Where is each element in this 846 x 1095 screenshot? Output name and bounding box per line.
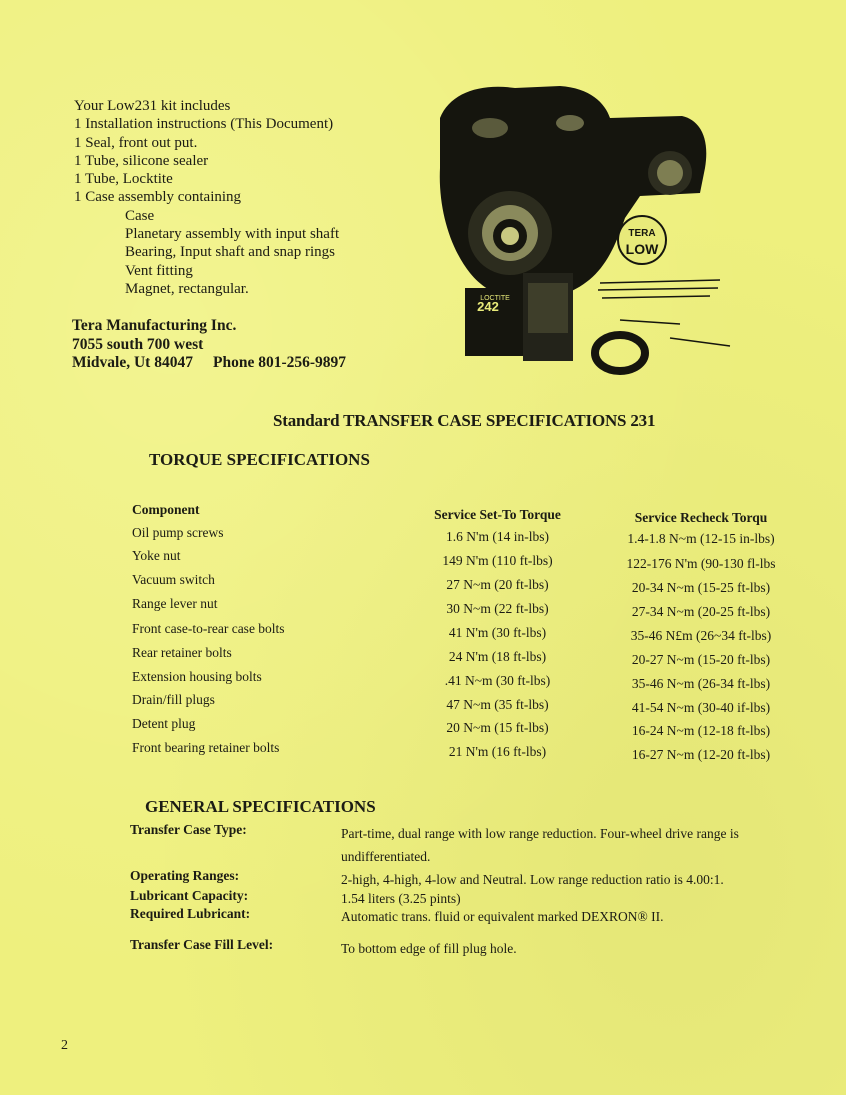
fill-level-label: Transfer Case Fill Level:	[130, 937, 274, 952]
svg-text:TERA: TERA	[628, 228, 656, 239]
recheck-torque-cell: 20-34 N~m (15-25 ft-lbs)	[631, 580, 771, 595]
component-cell: Yoke nut	[132, 548, 181, 563]
torque-heading: TORQUE SPECIFICATIONS	[149, 450, 370, 469]
required-lubricant-label: Required Lubricant:	[130, 906, 251, 921]
kit-subitem: Case	[125, 207, 155, 224]
kit-item: 1 Seal, front out put.	[74, 134, 198, 151]
company-street: 7055 south 700 west	[72, 335, 204, 353]
kit-subitem: Planetary assembly with input shaft	[125, 226, 340, 243]
set-torque-cell: 20 N~m (15 ft-lbs)	[446, 720, 549, 735]
product-photo	[420, 68, 740, 383]
recheck-torque-cell: 16-24 N~m (12-18 ft-lbs)	[631, 723, 771, 738]
page-number: 2	[61, 1038, 68, 1053]
component-cell: Range lever nut	[132, 596, 218, 611]
kit-item: 1 Tube, Locktite	[74, 171, 173, 188]
kit-item: 1 Case assembly containing	[74, 189, 242, 206]
set-torque-cell: .41 N~m (30 ft-lbs)	[444, 673, 551, 688]
kit-subitem: Vent fitting	[125, 262, 193, 279]
lubricant-capacity-label: Lubricant Capacity:	[130, 888, 249, 903]
lubricant-capacity-value: 1.54 liters (3.25 pints)	[341, 891, 461, 906]
set-torque-cell: 27 N~m (20 ft-lbs)	[446, 577, 549, 592]
transfer-case-type-value: Part-time, dual range with low range reduction. Four-wheel drive range is	[341, 826, 739, 841]
component-cell: Drain/fill plugs	[132, 692, 215, 707]
tera-low-logo	[618, 216, 666, 264]
company-address-block	[72, 317, 346, 373]
set-torque-cell: 47 N~m (35 ft-lbs)	[446, 697, 549, 712]
column-header-component: Component	[132, 502, 200, 517]
svg-text:LOW: LOW	[625, 241, 659, 257]
required-lubricant-value: Automatic trans. fluid or equivalent marked DEXRON® II.	[341, 909, 664, 924]
page-title: Standard TRANSFER CASE SPECIFICATIONS 231	[273, 411, 656, 430]
set-torque-cell: 30 N~m (22 ft-lbs)	[446, 601, 549, 616]
component-cell: Rear retainer bolts	[132, 645, 232, 660]
svg-text:242: 242	[477, 299, 499, 314]
recheck-torque-cell: 27-34 N~m (20-25 ft-lbs)	[631, 604, 771, 619]
kit-title: Your Low231 kit includes	[74, 98, 231, 114]
company-name: Tera Manufacturing Inc.	[72, 317, 237, 334]
set-torque-cell: 24 N'm (18 ft-lbs)	[448, 649, 547, 664]
kit-subitem: Bearing, Input shaft and snap rings	[125, 244, 335, 261]
column-header-recheck-torque: Service Recheck Torqu	[634, 510, 768, 525]
set-torque-cell: 1.6 N'm (14 in-lbs)	[446, 529, 549, 544]
kit-item: 1 Tube, silicone sealer	[74, 152, 209, 169]
svg-text:LOCTITE: LOCTITE	[480, 295, 510, 302]
kit-contents-list	[74, 97, 339, 298]
component-cell: Vacuum switch	[132, 572, 215, 587]
recheck-torque-cell: 1.4-1.8 N~m (12-15 in-lbs)	[627, 531, 775, 546]
recheck-torque-cell: 35-46 N£m (26~34 ft-lbs)	[630, 628, 772, 643]
set-torque-cell: 149 N'm (110 ft-lbs)	[442, 553, 553, 568]
component-cell: Oil pump screws	[132, 525, 224, 540]
kit-subitem: Magnet, rectangular.	[125, 280, 249, 297]
transfer-case-type-label: Transfer Case Type:	[130, 822, 247, 837]
set-torque-cell: 21 N'm (16 ft-lbs)	[448, 744, 547, 759]
recheck-torque-cell: 20-27 N~m (15-20 ft-lbs)	[631, 652, 771, 667]
recheck-torque-cell: 122-176 N'm (90-130 fl-lbs	[626, 556, 776, 571]
kit-item: 1 Installation instructions (This Document)	[74, 116, 334, 133]
transfer-case-type-value-cont: undifferentiated.	[341, 849, 431, 864]
set-torque-cell: 41 N'm (30 ft-lbs)	[448, 625, 547, 640]
general-heading: GENERAL SPECIFICATIONS	[145, 797, 376, 816]
column-header-set-torque: Service Set-To Torque	[434, 507, 561, 522]
company-city: Midvale, Ut 84047	[72, 354, 193, 371]
component-cell: Front case-to-rear case bolts	[132, 621, 285, 636]
operating-ranges-value: 2-high, 4-high, 4-low and Neutral. Low range reduction ratio is 4.00:1.	[341, 872, 724, 887]
component-cell: Front bearing retainer bolts	[132, 740, 280, 755]
recheck-torque-cell: 16-27 N~m (12-20 ft-lbs)	[631, 747, 771, 762]
operating-ranges-label: Operating Ranges:	[130, 868, 240, 883]
component-cell: Extension housing bolts	[132, 669, 262, 684]
component-cell: Detent plug	[132, 716, 196, 731]
fill-level-value: To bottom edge of fill plug hole.	[341, 941, 517, 956]
recheck-torque-cell: 35-46 N~m (26-34 ft-lbs)	[631, 676, 771, 691]
company-phone: Phone 801-256-9897	[212, 354, 347, 371]
recheck-torque-cell: 41-54 N~m (30-40 if-lbs)	[631, 700, 771, 715]
